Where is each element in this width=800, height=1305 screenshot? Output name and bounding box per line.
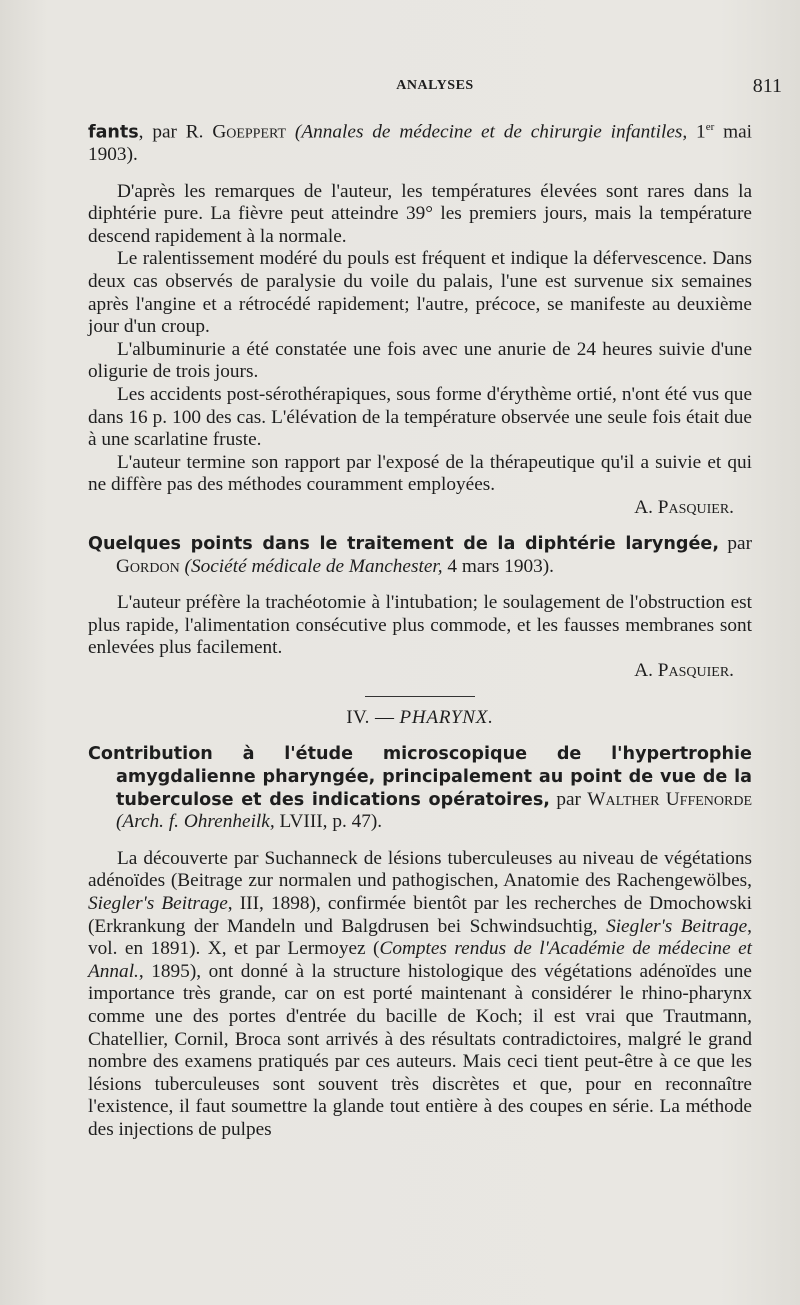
article-1-date-rest: mai 1903). <box>88 121 752 166</box>
section-divider <box>365 696 475 697</box>
article-2-paragraph: L'auteur préfère la trachéotomie à l'intubation; le soulagement de l'obstruction est plus rapide, l'alimentation consécutive plus commode, et les fausses membranes sont enlevées plus facilement. <box>88 592 752 659</box>
article-1-signature: A. Pasquier. <box>634 496 734 518</box>
article-3-citation: Comptes rendus de l'Académie de médecine et Annal. <box>88 938 752 982</box>
article-3-author: Walther Uffenorde <box>587 788 753 810</box>
running-title: ANALYSES <box>396 78 474 93</box>
article-2-ref-by: par <box>727 532 753 554</box>
article-1-date-sup: er <box>705 121 715 133</box>
page-number: 811 <box>752 75 782 97</box>
article-3-ref-rest: LVIII, p. 47). <box>274 811 383 833</box>
article-3-text: , vol. en 1891). X, et par Lermoyez ( <box>88 915 752 960</box>
article-3-text: La découverte par Suchanneck de lésions tuberculeuses au niveau de végétations adénoïdes (Beitrage zur normalen und pathogischen, Anatomie des Rachengewölbes, <box>88 847 752 892</box>
article-2-reference <box>88 533 752 578</box>
section-heading <box>88 707 752 730</box>
article-3-reference <box>88 743 752 833</box>
page-body <box>88 116 752 1142</box>
article-1-reference <box>88 116 752 167</box>
article-3-text: , III, 1898), confirmée bientôt par les recherches de Dmochowski (Erkrankung der Mandeln und Balgdrusen bei Schwindsuchtig, <box>88 893 752 937</box>
article-3-ref-by: par <box>549 788 588 810</box>
article-2-date: 4 mars 1903). <box>442 555 554 577</box>
article-2-author: Gordon <box>116 555 180 577</box>
article-2-journal: (Société médicale de Manchester, <box>184 555 443 577</box>
article-3-paragraph <box>88 848 752 1142</box>
article-3-title: Contribution à l'étude microscopique de l'hypertrophie amygdalienne pharyngée, principalement au point de vue de la tuberculose et des indications opératoires, <box>88 744 752 810</box>
section-name: PHARYNX. <box>399 706 494 728</box>
article-3-text: , 1895), ont donné à la structure histologique des végétations adénoïdes une importance très grande, car on est porté maintenant à considérer le rhino-pharynx comme une des portes d'entrée du bacille de Koch; il est vrai que Trautmann, Chatellier, Cornil, Broca sont arrivés à des résultats contradictoires, malgré le grand nombre des examens pratiqués par ces auteurs. Mais ceci tient peut-être à ce que les lésions tuberculeuses sont souvent très discrètes et que, pour en reconnaître l'existence, il faut soumettre la glande tout entière à des coupes en série. La méthode des injections de pulpes <box>88 960 752 1140</box>
article-3-citation: Siegler's Beitrage <box>606 915 748 937</box>
article-1-paragraph: Les accidents post-sérothérapiques, sous forme d'érythème ortié, n'ont été vus que dans 16 p. 100 des cas. L'élévation de la température observée une seule fois était due à une scarlatine fruste. <box>88 383 752 451</box>
article-3-journal: (Arch. f. Ohrenheilk, <box>116 811 275 833</box>
article-1-ref-by: , par R. <box>138 121 213 143</box>
article-1-author: Goeppert <box>212 121 287 143</box>
article-2-signature: A. Pasquier. <box>634 659 734 681</box>
article-1-paragraph: L'albuminurie a été constatée une fois avec une anurie de 24 heures suivie d'une oligurie de trois jours. <box>88 338 752 383</box>
article-1-paragraph: D'après les remarques de l'auteur, les températures élevées sont rares dans la diphtérie pure. La fièvre peut atteindre 39° les premiers jours, mais la température descend rapidement à la normale. <box>88 180 752 247</box>
article-2-title: Quelques points dans le traitement de la diphtérie laryngée, <box>88 533 720 554</box>
article-1-title-end: fants <box>88 122 139 143</box>
article-1-paragraph: Le ralentissement modéré du pouls est fréquent et indique la défervescence. Dans deux cas observés de paralysie du voile du palais, l'une est survenue six semaines après l'angine et a rétrocédé rapidement; l'autre, précoce, se manifeste au deuxième jour d'un croup. <box>88 248 752 338</box>
article-1-paragraph: L'auteur termine son rapport par l'exposé de la thérapeutique qu'il a suivie et qui ne diffère pas des méthodes couramment employées. <box>88 451 752 496</box>
article-1-journal: (Annales de médecine et de chirurgie infantiles, <box>294 121 688 143</box>
article-3-citation: Siegler's Beitrage <box>88 893 228 915</box>
article-1-date-day: 1 <box>687 121 706 143</box>
page-header <box>88 75 782 102</box>
section-number: IV. — <box>346 706 400 728</box>
